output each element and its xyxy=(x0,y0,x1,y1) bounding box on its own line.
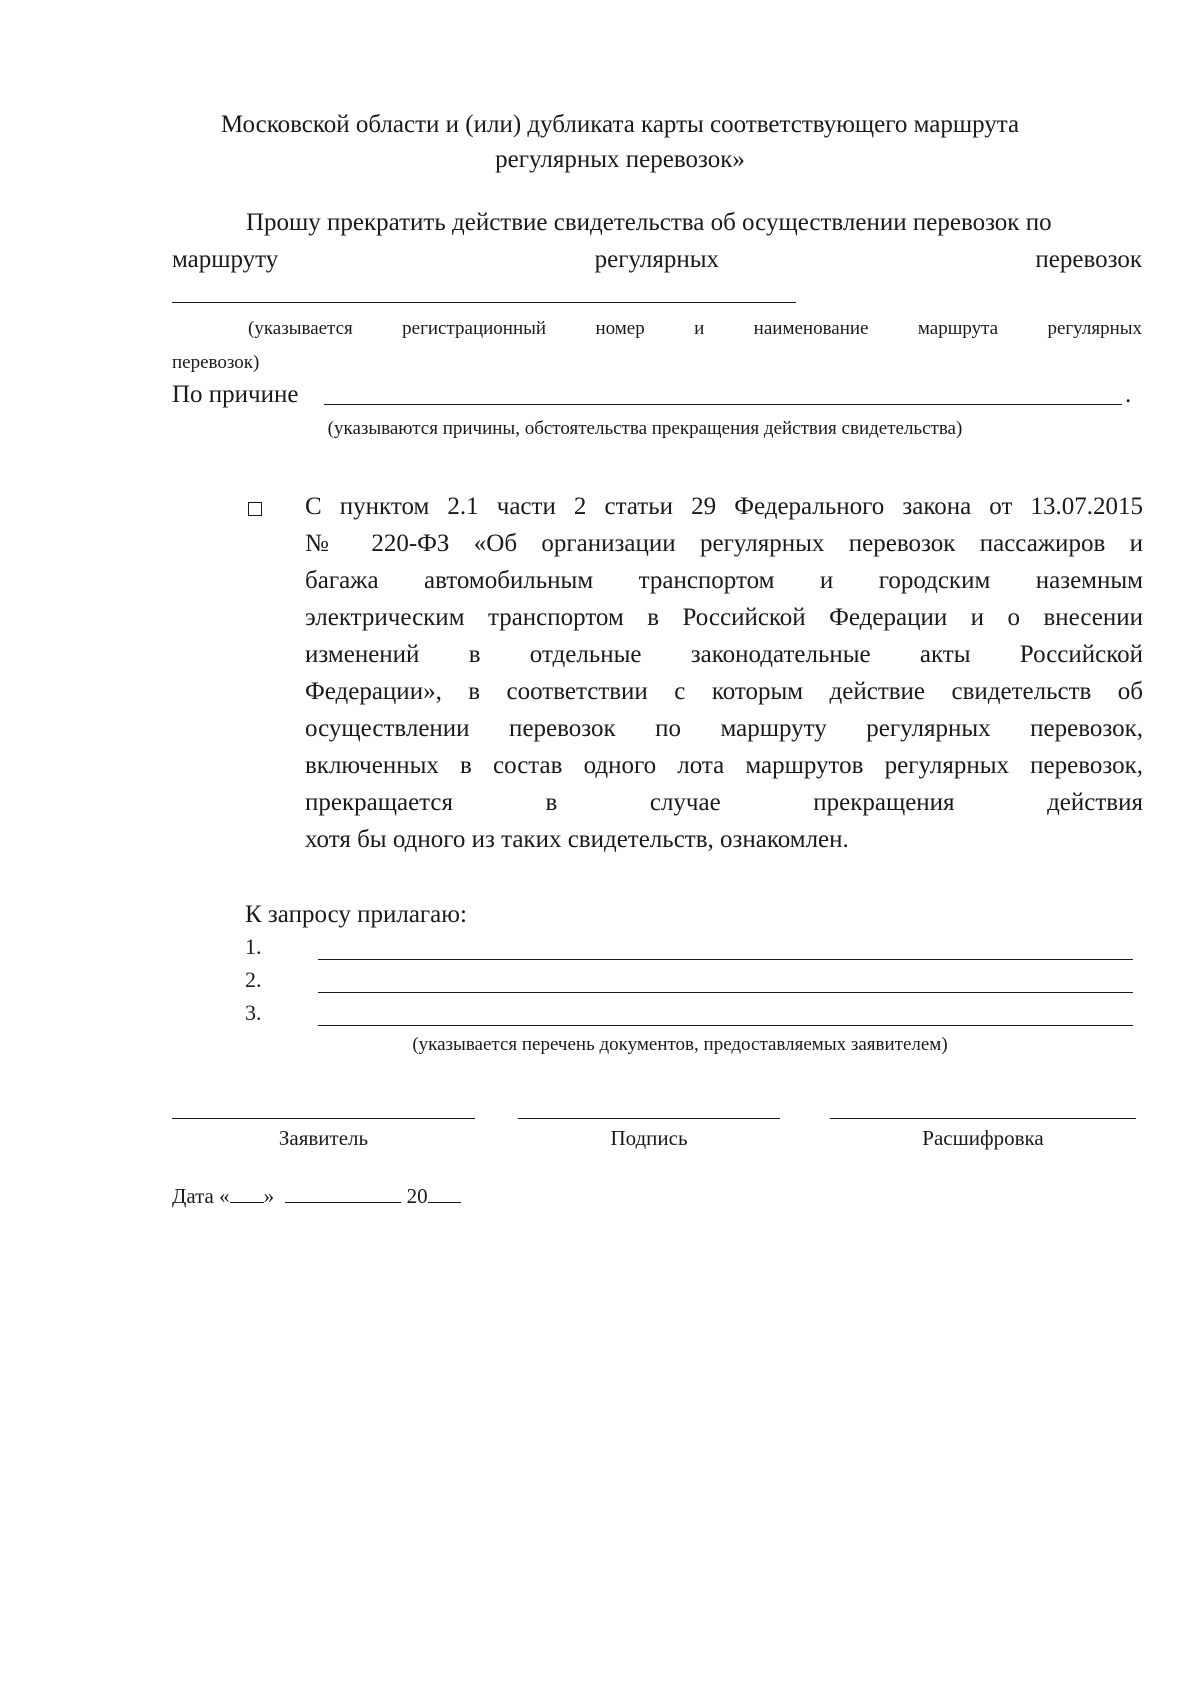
ack-line-4: электрическим транспортом в Российской Федерации и о внесении xyxy=(305,604,1143,631)
decoding-input-line[interactable] xyxy=(830,1118,1136,1119)
applicant-label: Заявитель xyxy=(278,1126,369,1150)
ack-line-3: багажа автомобильным транспортом и городским наземным xyxy=(305,567,1143,594)
attachment-item xyxy=(245,998,1145,1028)
ack-line-1: С пунктом 2.1 части 2 статьи 29 Федерального закона от 13.07.2015 xyxy=(305,493,1143,520)
request-line-1: Прошу прекратить действие свидетельства об осуществлении перевозок по xyxy=(246,209,1052,236)
attachment-input-line-3[interactable] xyxy=(318,1025,1133,1026)
date-month-line[interactable] xyxy=(285,1182,401,1203)
reason-end-dot: . xyxy=(1125,381,1132,408)
request-line-2 xyxy=(172,243,1142,276)
attachments-hint: (указывается перечень документов, предоставляемых заявителем) xyxy=(412,1034,948,1055)
ack-line-5: изменений в отдельные законодательные акты Российской xyxy=(305,641,1143,668)
decoding-label: Расшифровка xyxy=(922,1126,1044,1150)
header-line-2: регулярных перевозок» xyxy=(495,146,745,173)
reason-input-line[interactable] xyxy=(324,404,1122,405)
request-word-transport: перевозок xyxy=(1035,246,1142,273)
attachment-input-line-1[interactable] xyxy=(318,959,1133,960)
ack-line-2: № 220-ФЗ «Об организации регулярных перевозок пассажиров и xyxy=(305,530,1143,557)
date-year-prefix: 20 xyxy=(406,1184,428,1208)
route-hint-text: (указывается регистрационный номер и наименование маршрута регулярных xyxy=(248,318,1142,339)
applicant-input-line[interactable] xyxy=(172,1118,475,1119)
signature-input-line[interactable] xyxy=(518,1118,780,1119)
date-quote-close: » xyxy=(263,1184,275,1208)
date-year-line[interactable] xyxy=(428,1182,461,1203)
reason-label: По причине xyxy=(172,381,299,408)
ack-line-10: хотя бы одного из таких свидетельств, ознакомлен. xyxy=(305,826,849,853)
header-line-1: Московской области и (или) дубликата карты соответствующего маршрута xyxy=(220,111,1020,138)
ack-line-8: включенных в состав одного лота маршрутов регулярных перевозок, xyxy=(305,752,1143,779)
route-input-line[interactable] xyxy=(172,302,796,303)
date-row xyxy=(172,1182,461,1210)
attachments-heading: К запросу прилагаю: xyxy=(245,901,467,928)
route-hint-line-2: перевозок) xyxy=(172,352,260,373)
date-label: Дата « xyxy=(172,1184,230,1208)
request-word-regular: регулярных xyxy=(594,246,720,273)
attachment-number: 1. xyxy=(245,934,262,959)
attachment-number: 3. xyxy=(245,1000,262,1025)
attachment-number: 2. xyxy=(245,967,262,992)
reason-hint: (указываются причины, обстоятельства прекращения действия свидетельства) xyxy=(327,418,963,439)
signature-label: Подпись xyxy=(610,1126,688,1150)
acknowledgement-paragraph xyxy=(305,490,1143,860)
attachment-item xyxy=(245,965,1145,995)
attachment-item xyxy=(245,932,1145,962)
date-day-line[interactable] xyxy=(230,1182,264,1203)
ack-line-6: Федерации», в соответствии с которым действие свидетельств об xyxy=(305,678,1143,705)
ack-line-7: осуществлении перевозок по маршруту регулярных перевозок, xyxy=(305,715,1143,742)
acknowledgement-checkbox[interactable] xyxy=(248,502,262,516)
ack-line-9: прекращается в случае прекращения действия xyxy=(305,789,1143,816)
request-word-route: маршруту xyxy=(172,246,279,273)
header-title xyxy=(140,108,1100,176)
route-hint-line-1 xyxy=(248,316,1142,342)
attachment-input-line-2[interactable] xyxy=(318,992,1133,993)
